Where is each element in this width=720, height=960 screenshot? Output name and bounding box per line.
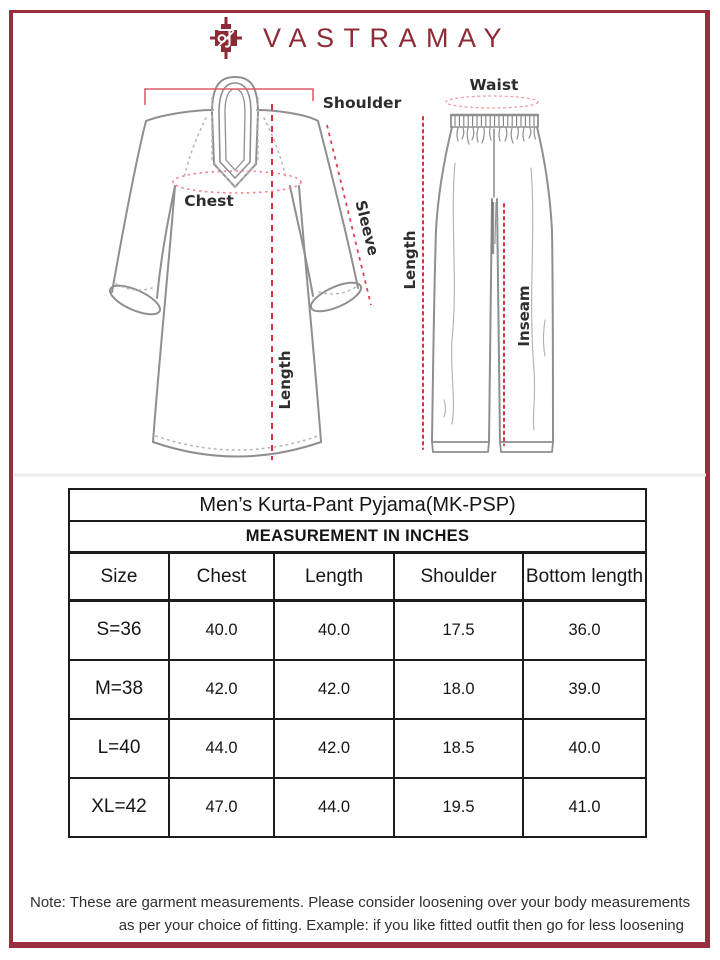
cell-chest: 42.0 — [169, 660, 274, 719]
vastramay-logo-icon — [209, 15, 243, 61]
cell-shoulder: 18.0 — [394, 660, 523, 719]
cell-chest: 47.0 — [169, 778, 274, 837]
size-chart-title: Men’s Kurta-Pant Pyjama(MK-PSP) — [69, 489, 646, 521]
cell-bottom-length: 40.0 — [523, 719, 646, 778]
table-row — [69, 719, 646, 778]
kurta-sleeve-label: Sleeve — [351, 198, 383, 258]
column-header-size: Size — [69, 553, 169, 601]
table-row — [69, 660, 646, 719]
cell-length: 44.0 — [274, 778, 394, 837]
cell-shoulder: 17.5 — [394, 601, 523, 660]
table-row — [69, 778, 646, 837]
column-header-chest: Chest — [169, 553, 274, 601]
pant-waist-label: Waist — [469, 76, 519, 94]
kurta-shoulder-label: Shoulder — [322, 94, 402, 112]
column-header-shoulder: Shoulder — [394, 553, 523, 601]
kurta-chest-label: Chest — [184, 192, 234, 210]
cell-size: XL=42 — [69, 778, 169, 837]
cell-shoulder: 19.5 — [394, 778, 523, 837]
note-line-1: Note: These are garment measurements. Please consider loosening over your body measurements — [30, 894, 691, 911]
cell-length: 42.0 — [274, 660, 394, 719]
cell-length: 42.0 — [274, 719, 394, 778]
table-row — [69, 601, 646, 660]
cell-chest: 44.0 — [169, 719, 274, 778]
column-header-length: Length — [274, 553, 394, 601]
cell-size: M=38 — [69, 660, 169, 719]
cell-length: 40.0 — [274, 601, 394, 660]
pant-inseam-label: Inseam — [515, 285, 533, 347]
column-header-bottom-length: Bottom length — [523, 553, 646, 601]
measurement-note — [30, 891, 691, 937]
cell-chest: 40.0 — [169, 601, 274, 660]
brand-logo — [0, 15, 720, 61]
size-chart-subtitle: MEASUREMENT IN INCHES — [69, 521, 646, 553]
kurta-length-label: Length — [276, 350, 294, 410]
brand-wordmark: VASTRAMAY — [262, 22, 512, 53]
note-line-2: as per your choice of fitting. Example: if you like fitted outfit then go for less loosening — [118, 917, 684, 934]
cell-size: L=40 — [69, 719, 169, 778]
cell-bottom-length: 41.0 — [523, 778, 646, 837]
cell-shoulder: 18.5 — [394, 719, 523, 778]
garment-measurement-diagram — [0, 68, 720, 480]
size-chart-table — [68, 488, 647, 838]
cell-bottom-length: 39.0 — [523, 660, 646, 719]
cell-bottom-length: 36.0 — [523, 601, 646, 660]
pant-length-label: Length — [401, 230, 419, 290]
cell-size: S=36 — [69, 601, 169, 660]
